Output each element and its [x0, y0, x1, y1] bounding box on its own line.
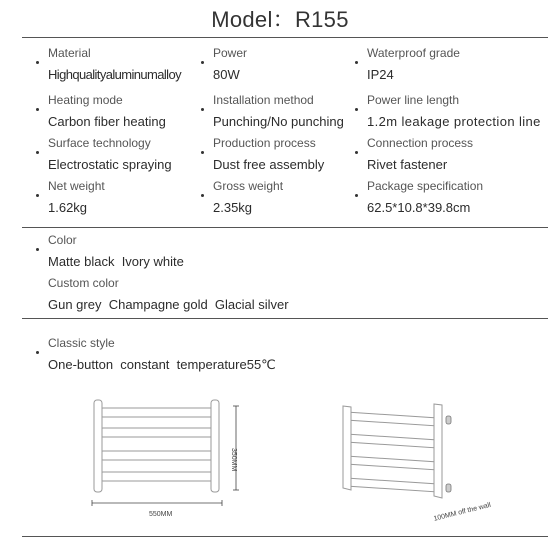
- spec-label: Surface technology: [48, 136, 151, 150]
- spec-label: Color: [48, 233, 77, 247]
- spec-power: [213, 46, 247, 82]
- page-title: Model：R155: [211, 7, 349, 32]
- spec-value: 2.35kg: [213, 200, 253, 215]
- bullet-icon: [36, 248, 39, 251]
- spec-value: 1.2m leakage protection line: [367, 114, 541, 129]
- towel-rail-perspective-view: [338, 398, 478, 508]
- spec-label: Connection process: [367, 136, 474, 150]
- spec-value: Rivet fastener: [367, 157, 448, 172]
- bullet-icon: [36, 61, 39, 64]
- spec-label: Net weight: [48, 179, 105, 193]
- wall-offset-label: 100MM off the wall: [433, 501, 492, 523]
- spec-label: Heating mode: [48, 93, 123, 107]
- spec-value: IP24: [367, 67, 394, 82]
- spec-label: Installation method: [213, 93, 314, 107]
- spec-label: Production process: [213, 136, 316, 150]
- spec-label: Waterproof grade: [367, 46, 460, 60]
- bullet-icon: [355, 108, 358, 111]
- bullet-icon: [36, 108, 39, 111]
- spec-gross-weight: [213, 179, 283, 215]
- spec-label: Package specification: [367, 179, 484, 193]
- height-dimension-label: 350MM: [230, 448, 237, 472]
- spec-value: Gun grey Champagne gold Glacial silver: [48, 297, 289, 312]
- spec-label: Custom color: [48, 276, 119, 290]
- spec-label: Gross weight: [213, 179, 284, 193]
- spec-value: Matte black Ivory white: [48, 254, 184, 269]
- bullet-icon: [201, 108, 204, 111]
- spec-label: Power: [213, 46, 248, 60]
- divider: [22, 227, 548, 228]
- spec-net-weight: [48, 179, 105, 215]
- spec-value: Punching/No punching: [213, 114, 344, 129]
- spec-value: 80W: [213, 67, 240, 82]
- spec-production-process: [213, 136, 324, 172]
- spec-power-line-length: [367, 93, 541, 129]
- spec-value: Electrostatic spraying: [48, 157, 172, 172]
- spec-material: [48, 46, 181, 82]
- divider: [22, 37, 548, 38]
- spec-label: Power line length: [367, 93, 460, 107]
- bullet-icon: [36, 351, 39, 354]
- width-dimension-label: 550MM: [149, 511, 173, 518]
- bullet-icon: [355, 151, 358, 154]
- spec-value: Highqualityaluminumalloy: [48, 67, 182, 82]
- spec-value: Dust free assembly: [213, 157, 325, 172]
- spec-waterproof-grade: [367, 46, 460, 82]
- bullet-icon: [355, 61, 358, 64]
- spec-value: One-button constant temperature55℃: [48, 357, 276, 372]
- spec-heating-mode: [48, 93, 166, 129]
- spec-value: 1.62kg: [48, 200, 88, 215]
- spec-installation-method: [213, 93, 344, 129]
- spec-color: [48, 233, 184, 269]
- spec-connection-process: [367, 136, 473, 172]
- bullet-icon: [201, 194, 204, 197]
- spec-value: 62.5*10.8*39.8cm: [367, 200, 471, 215]
- spec-custom-color: [48, 276, 289, 312]
- spec-label: Material: [48, 46, 91, 60]
- divider: [22, 318, 548, 319]
- bullet-icon: [36, 194, 39, 197]
- spec-package-specification: [367, 179, 483, 215]
- spec-value: Carbon fiber heating: [48, 114, 166, 129]
- spec-label: Classic style: [48, 336, 115, 350]
- bullet-icon: [201, 61, 204, 64]
- divider: [22, 536, 548, 537]
- spec-surface-technology: [48, 136, 172, 172]
- bullet-icon: [355, 194, 358, 197]
- bullet-icon: [201, 151, 204, 154]
- bullet-icon: [36, 151, 39, 154]
- spec-classic-style: [48, 336, 276, 372]
